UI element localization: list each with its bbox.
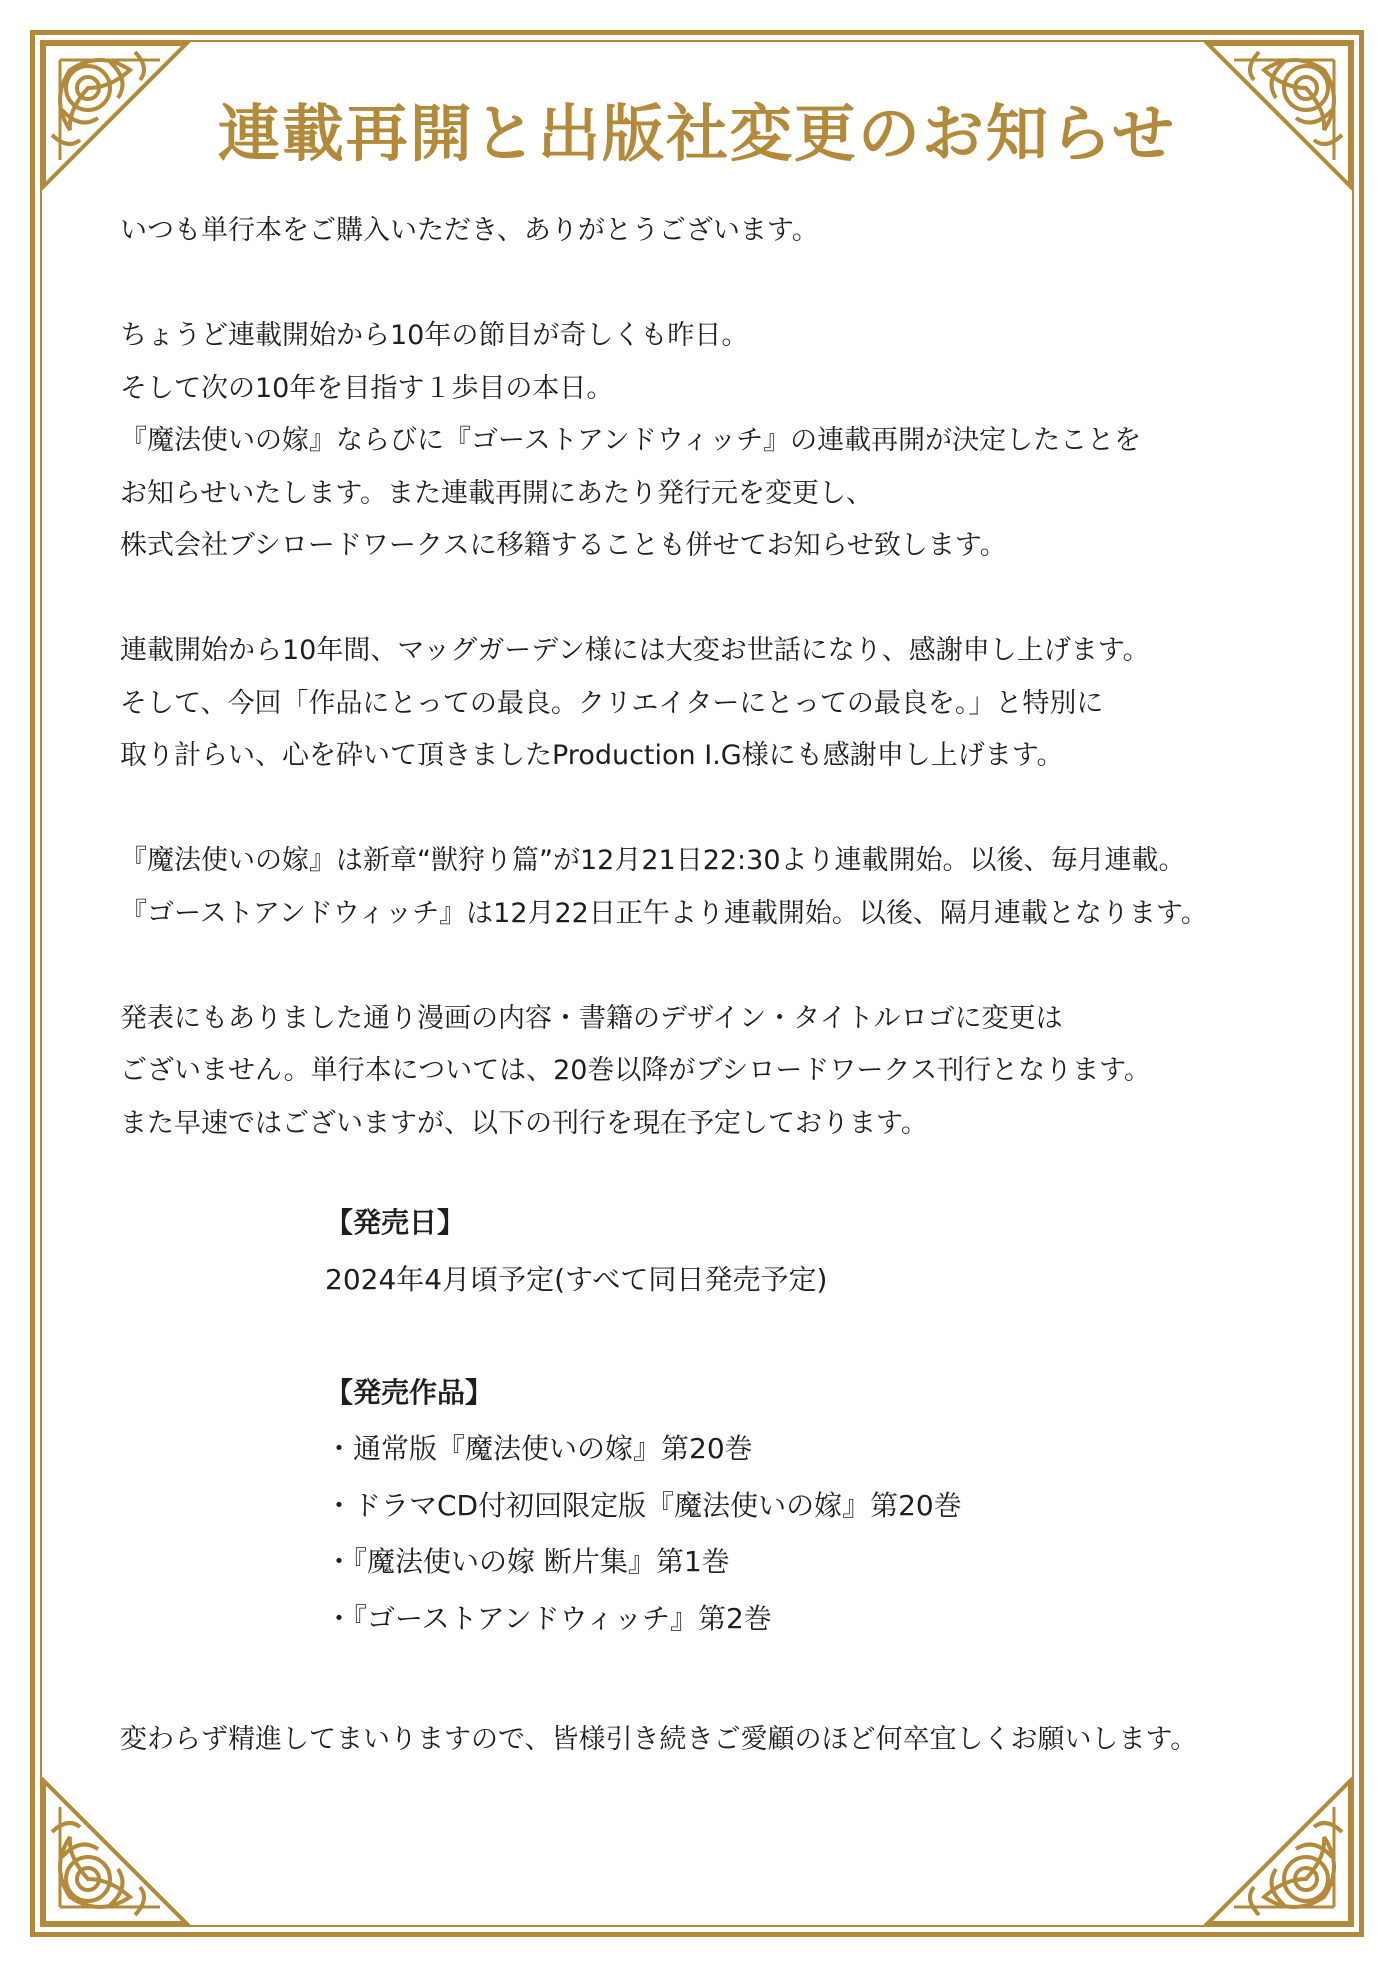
release-date-heading: 【発売日】 xyxy=(325,1206,466,1239)
body-line: 『ゴーストアンドウィッチ』は12月22日正午より連載開始。以後、隔月連載となります。 xyxy=(120,897,1208,929)
body-line: 『魔法使いの嫁』ならびに『ゴーストアンドウィッチ』の連載再開が決定したことを xyxy=(120,425,1142,456)
body-line: いつも単行本をご購入いただき、ありがとうございます。 xyxy=(120,215,819,246)
page-title: 連載再開と出版社変更のお知らせ xyxy=(217,97,1177,170)
release-work-item: ・『ゴーストアンドウィッチ』第2巻 xyxy=(325,1601,772,1635)
body-line: お知らせいたします。また連載再開にあたり発行元を変更し、 xyxy=(120,477,874,509)
body-line: 連載開始から10年間、マッグガーデン様には大変お世話になり、感謝申し上げます。 xyxy=(120,635,1150,666)
body-line: ございません。単行本については、20巻以降がブシロードワークス刊行となります。 xyxy=(120,1055,1151,1086)
celtic-knot-corner-ornament xyxy=(40,1777,190,1927)
release-work-item: ・通常版『魔法使いの嫁』第20巻 xyxy=(325,1432,753,1465)
body-line: 株式会社ブシロードワークスに移籍することも併せてお知らせ致します。 xyxy=(120,530,1007,561)
release-work-item: ・ドラマCD付初回限定版『魔法使いの嫁』第20巻 xyxy=(325,1488,962,1522)
body-line: そして、今回「作品にとっての最良。クリエイターにとっての最良を。」と特別に xyxy=(120,687,1104,719)
body-line: ちょうど連載開始から10年の節目が奇しくも昨日。 xyxy=(120,320,749,351)
release-info xyxy=(325,1195,1225,1647)
release-works-heading: 【発売作品】 xyxy=(325,1375,494,1409)
body-line: 『魔法使いの嫁』は新章“獣狩り篇”が12月21日22:30より連載開始。以後、毎月連載。 xyxy=(120,845,1186,876)
celtic-knot-corner-ornament xyxy=(1204,1777,1354,1927)
closing-message: 変わらず精進してまいりますので、皆様引き続きご愛顧のほど何卒宜しくお願いします。 xyxy=(120,1724,1198,1755)
body-line: 発表にもありました通り漫画の内容・書籍のデザイン・タイトルロゴに変更は xyxy=(120,1002,1063,1034)
release-date-value: 2024年4月頃予定(すべて同日発売予定) xyxy=(325,1262,828,1296)
announcement-body xyxy=(120,205,1330,1150)
body-line: そして次の10年を目指す１歩目の本日。 xyxy=(120,372,614,404)
release-work-item: ・『魔法使いの嫁 断片集』第1巻 xyxy=(325,1545,730,1578)
body-line: また早速ではございますが、以下の刊行を現在予定しております。 xyxy=(120,1107,928,1139)
body-line: 取り計らい、心を砕いて頂きましたProduction I.G様にも感謝申し上げます。 xyxy=(120,740,1064,771)
